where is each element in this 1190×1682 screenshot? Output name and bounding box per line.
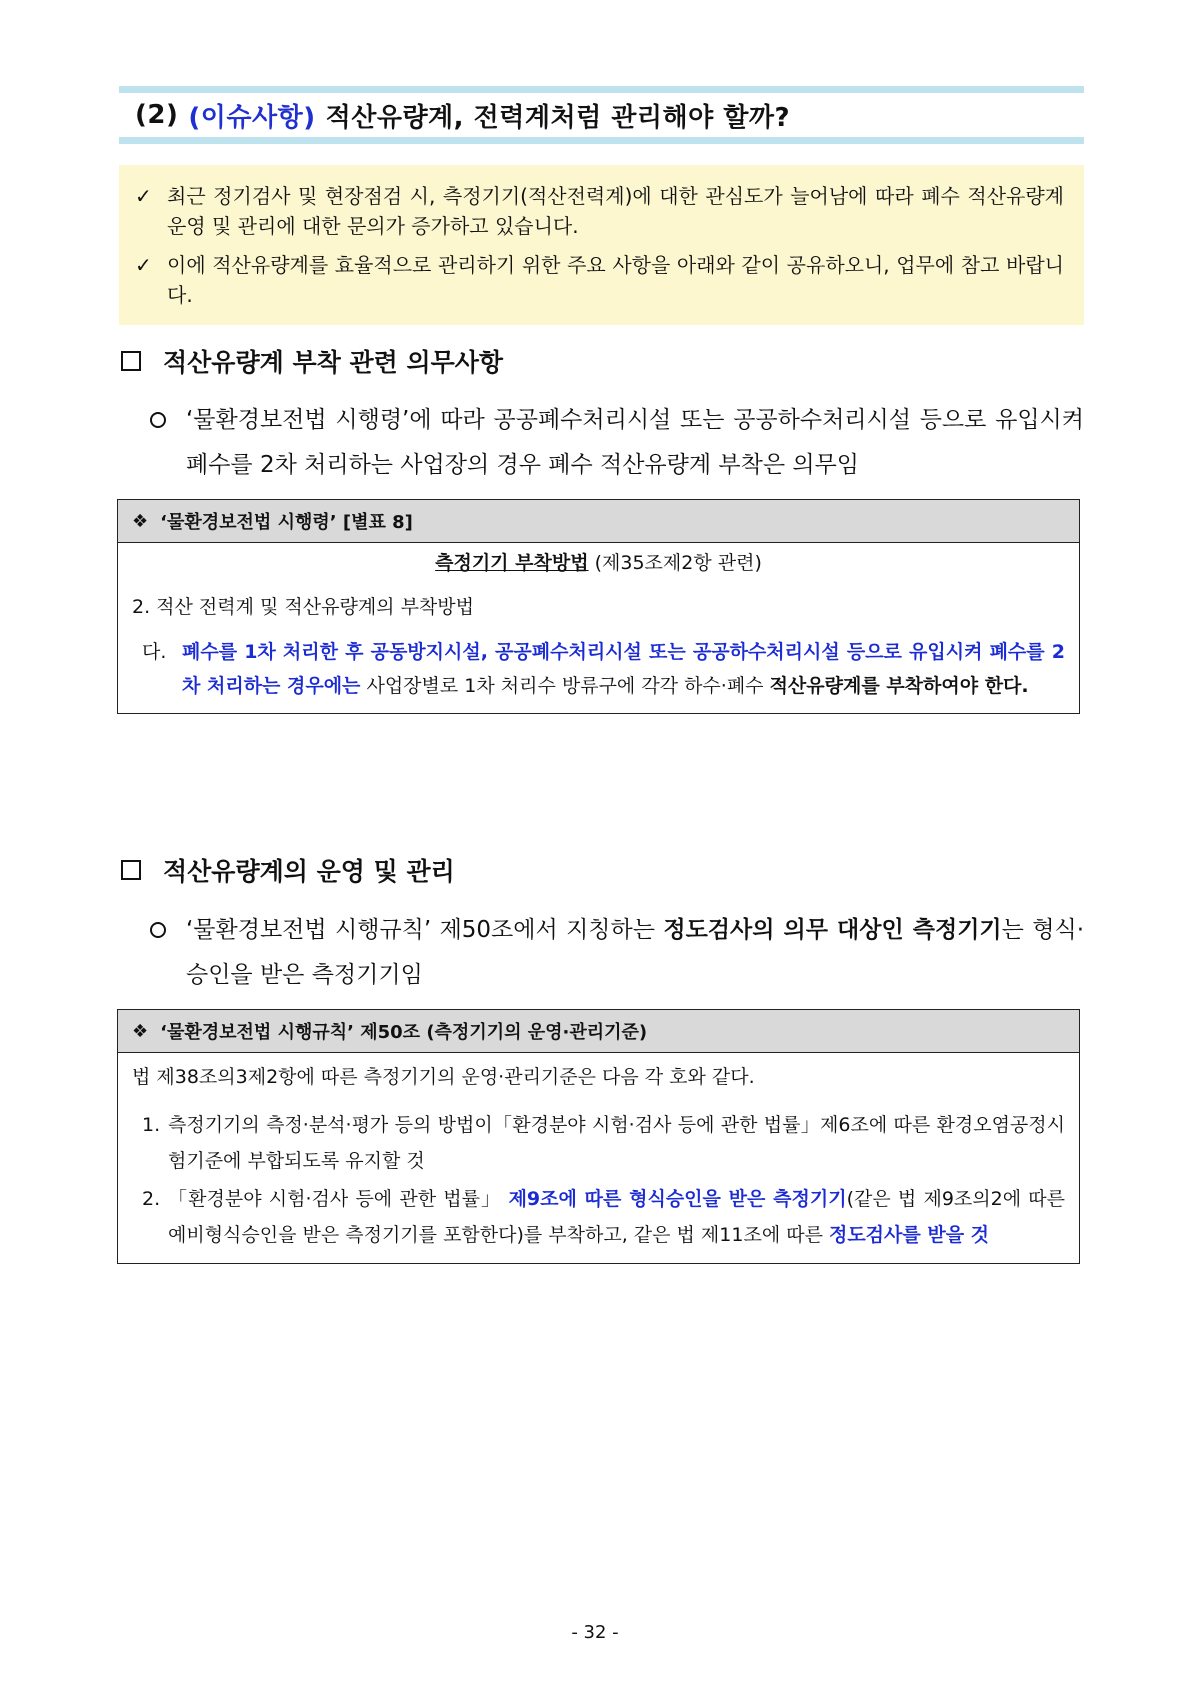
item-text-a: 「환경분야 시험·검사 등에 관한 법률」 — [168, 1188, 502, 1210]
page-number: - 32 - — [571, 1622, 619, 1643]
law-box-title: ‘물환경보전법 시행령’ [별표 8] — [160, 512, 413, 533]
section2-paragraph — [150, 908, 1084, 998]
item-text — [182, 635, 1065, 703]
title-top-rule — [119, 86, 1084, 93]
title-issue-tag: (이슈사항) — [188, 102, 316, 133]
notice-text: 이에 적산유량계를 효율적으로 관리하기 위한 주요 사항을 아래와 같이 공유하오니, 업무에 참고 바랍니다. — [167, 253, 1064, 307]
law-box-rule — [117, 1009, 1080, 1264]
page-title — [119, 93, 1084, 137]
diamond-bullet-icon: ❖ — [132, 1020, 149, 1042]
law-box-decree — [117, 499, 1080, 714]
title-number: (2) — [135, 100, 179, 130]
item-blue-text: 폐수를 1차 처리한 후 공동방지시설, 공공폐수처리시설 또는 공공하수처리시설 등으로 유입시켜 폐수를 2차 처리하는 경우에는 — [182, 641, 1065, 697]
check-icon: ✓ — [135, 253, 152, 277]
law-box-body — [118, 545, 1079, 713]
notice-box — [119, 165, 1084, 325]
notice-item — [135, 250, 1064, 310]
section-heading-1 — [121, 343, 503, 379]
annex-title-main: 측정기기 부착방법 — [435, 552, 589, 574]
notice-text: 최근 정기검사 및 현장점검 시, 측정기기(적산전력계)에 대한 관심도가 늘어남에 따라 폐수 적산유량계 운영 및 관리에 대한 문의가 증가하고 있습니다. — [167, 184, 1064, 238]
law-box-header — [118, 500, 1079, 543]
paragraph-text — [186, 908, 1084, 998]
rule-item-2 — [132, 1181, 1065, 1253]
law-box-body — [118, 1053, 1079, 1263]
square-bullet-icon — [121, 860, 141, 880]
annex-item-da — [132, 635, 1065, 703]
notice-item — [135, 181, 1064, 241]
item-label: 2. — [142, 1188, 161, 1210]
item-text: 측정기기의 측정·분석·평가 등의 방법이「환경분야 시험·검사 등에 관한 법률」제6조에 따른 환경오염공정시험기준에 부합되도록 유지할 것 — [168, 1114, 1065, 1172]
issue-title-block — [119, 86, 1084, 144]
item-text — [168, 1181, 1065, 1253]
item-normal-text: 사업장별로 1차 처리수 방류구에 각각 하수·폐수 — [366, 675, 764, 697]
annex-title — [132, 545, 1065, 581]
title-text: 적산유량계, 전력계처럼 관리해야 할까? — [325, 102, 791, 133]
section-heading-text: 적산유량계의 운영 및 관리 — [163, 857, 455, 886]
section1-paragraph — [150, 398, 1084, 488]
circle-bullet-icon — [150, 398, 186, 488]
item-label: 다. — [142, 641, 167, 663]
section-heading-text: 적산유량계 부착 관련 의무사항 — [163, 348, 504, 377]
para-text-a: ‘물환경보전법 시행규칙’ 제50조에서 지칭하는 — [186, 917, 655, 943]
check-icon: ✓ — [135, 184, 152, 208]
item-bold-text: 적산유량계를 부착하여야 한다. — [769, 675, 1029, 697]
paragraph-text: ‘물환경보전법 시행령’에 따라 공공폐수처리시설 또는 공공하수처리시설 등으로 유입시켜 폐수를 2차 처리하는 사업장의 경우 폐수 적산유량계 부착은 의무임 — [186, 407, 1084, 478]
rule-item-1 — [132, 1107, 1065, 1179]
law-box-header — [118, 1010, 1079, 1053]
para-bold-text: 정도검사의 의무 대상인 측정기기 — [663, 917, 1002, 943]
law-box-title: ‘물환경보전법 시행규칙’ 제50조 (측정기기의 운영·관리기준) — [160, 1022, 648, 1043]
section-heading-2 — [121, 852, 455, 888]
annex-item-2: 2. 적산 전력계 및 적산유량계의 부착방법 — [132, 596, 474, 618]
para-text-b: 는 형식·승인을 받은 측정기기임 — [186, 917, 1085, 988]
title-bottom-rule — [119, 137, 1084, 144]
rule-intro: 법 제38조의3제2항에 따른 측정기기의 운영·관리기준은 다음 각 호와 같다. — [132, 1066, 755, 1088]
diamond-bullet-icon: ❖ — [132, 510, 149, 532]
annex-title-ref: (제35조제2항 관련) — [594, 552, 762, 574]
item-label: 1. — [142, 1114, 161, 1136]
item-blue-text: 제9조에 따른 형식승인을 받은 측정기기 — [508, 1188, 847, 1210]
item-blue-text-2: 정도검사를 받을 것 — [828, 1224, 990, 1246]
square-bullet-icon — [121, 351, 141, 371]
circle-bullet-icon — [150, 908, 186, 998]
item-text-b: (같은 법 제9조의2에 따른 예비형식승인을 받은 측정기기를 포함한다)를 부착하고, 같은 법 제11조에 따른 — [168, 1188, 1065, 1246]
